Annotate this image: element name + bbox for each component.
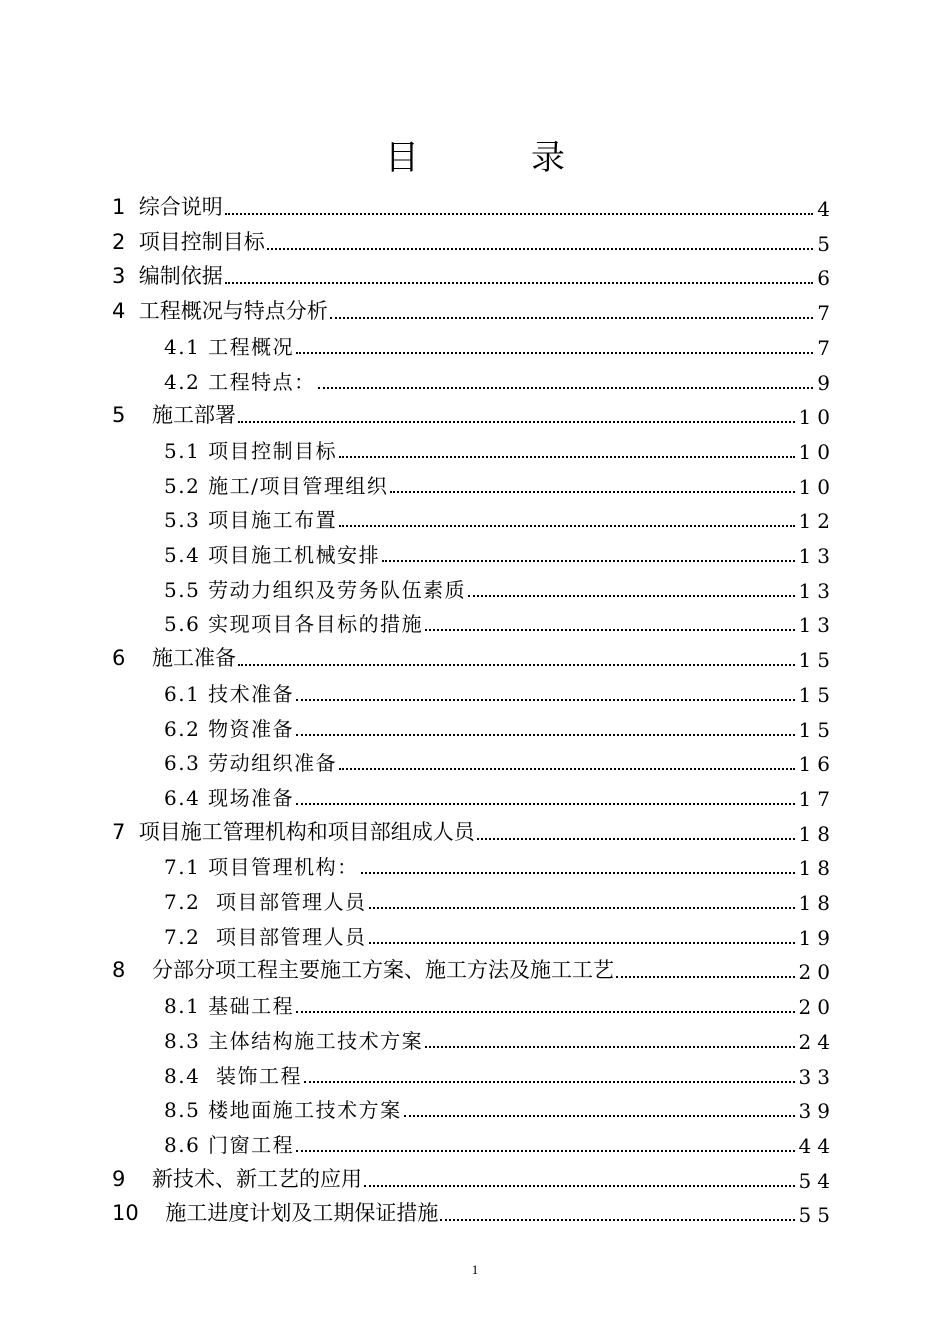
dot-leader (404, 1113, 795, 1117)
dot-leader (382, 558, 794, 562)
toc-entry-label: 5.2 施工/项目管理组织 (164, 473, 389, 498)
dot-leader (330, 315, 814, 319)
toc-entry-label: 1 综合说明 (112, 195, 223, 219)
toc-entry-label: 5.6 实现项目各目标的措施 (164, 612, 424, 637)
dot-leader (304, 1079, 795, 1083)
toc-entry[interactable] (164, 776, 836, 811)
dot-leader (339, 454, 794, 458)
toc-entry-label: 5.4 项目施工机械安排 (164, 543, 381, 567)
dot-leader (318, 385, 814, 389)
toc-entry-page: 20 (798, 995, 836, 1020)
dot-leader (390, 489, 794, 493)
toc-entry[interactable] (112, 221, 836, 256)
toc-entry-label: 6 施工准备 (112, 646, 237, 671)
toc-entry-label: 10 施工进度计划及工期保证措施 (112, 1201, 439, 1226)
dot-leader (296, 801, 794, 805)
dot-leader (477, 836, 795, 840)
toc-entry[interactable] (164, 1123, 836, 1158)
dot-leader (296, 697, 794, 701)
toc-entry-label: 9 新技术、新工艺的应用 (112, 1166, 363, 1191)
toc-entry[interactable] (164, 984, 836, 1020)
toc-entry[interactable] (112, 186, 836, 221)
toc-entry-page: 44 (798, 1133, 836, 1158)
toc-entry-label: 5.5 劳动力组织及劳务队伍素质 (164, 577, 467, 602)
toc-entry-label: 7 项目施工管理机构和项目部组成人员 (112, 819, 475, 844)
toc-entry-page: 15 (798, 648, 836, 673)
toc-entry[interactable] (164, 464, 836, 499)
toc-entry-page: 13 (798, 578, 836, 603)
dot-leader (296, 1009, 794, 1013)
toc-entry-page: 10 (798, 405, 836, 430)
toc-entry-label: 5.3 项目施工布置 (164, 508, 338, 533)
toc-entry-label: 2 项目控制目标 (112, 229, 265, 254)
toc-entry-label: 4 工程概况与特点分析 (112, 299, 328, 324)
toc-entry[interactable] (112, 290, 836, 326)
toc-entry-page: 18 (798, 891, 836, 915)
toc-title-char-2: 录 (531, 138, 565, 178)
dot-leader (296, 1148, 794, 1152)
toc-entry[interactable] (112, 1158, 836, 1193)
toc-entry-page: 15 (798, 717, 836, 742)
toc-entry-label: 7.2 项目部管理人员 (164, 890, 367, 914)
dot-leader (339, 766, 794, 770)
toc-entry-label: 4.2 工程特点： (164, 369, 316, 394)
toc-entry[interactable] (112, 255, 836, 291)
toc-entry[interactable] (164, 1054, 836, 1089)
toc-entry-label: 6.1 技术准备 (164, 681, 295, 706)
toc-entry[interactable] (164, 1019, 836, 1054)
toc-entry[interactable] (112, 637, 836, 673)
toc-entry[interactable] (112, 949, 836, 985)
toc-entry-label: 6.3 劳动组织准备 (164, 751, 338, 776)
dot-leader (440, 1217, 794, 1221)
dot-leader (225, 280, 814, 284)
toc-entry-label: 8.3 主体结构施工技术方案 (164, 1028, 424, 1053)
toc-entry-page: 16 (798, 752, 836, 777)
toc-entry-page: 5 (817, 231, 836, 256)
dot-leader (468, 593, 794, 597)
toc-entry-label: 6.4 现场准备 (164, 785, 295, 810)
toc-entry-label: 5.1 项目控制目标 (164, 438, 338, 463)
toc-entry-page: 12 (798, 509, 836, 534)
toc-entry-page: 13 (798, 613, 836, 638)
toc-entry[interactable] (112, 811, 836, 846)
page-number: 1 (471, 1262, 479, 1277)
dot-leader (425, 1044, 794, 1048)
toc-entry-page: 20 (798, 960, 836, 985)
toc-entry[interactable] (164, 360, 836, 395)
toc-entry-page: 10 (798, 439, 836, 464)
toc-entry-page: 7 (817, 335, 836, 360)
toc-entry-page: 19 (798, 925, 836, 950)
dot-leader (238, 662, 794, 666)
toc-entry[interactable] (164, 845, 836, 881)
toc-entry-page: 15 (798, 682, 836, 707)
toc-entry-page: 7 (817, 301, 836, 326)
toc-entry[interactable] (164, 602, 836, 638)
dot-leader (296, 350, 813, 354)
toc-entry[interactable] (164, 741, 836, 777)
dot-leader (296, 732, 794, 736)
toc-entry[interactable] (164, 533, 836, 568)
dot-leader (225, 211, 814, 215)
toc-entry-page: 33 (798, 1064, 836, 1089)
toc-entry-label: 5 施工部署 (112, 403, 237, 428)
dot-leader (361, 870, 795, 874)
dot-leader (339, 523, 794, 527)
toc-entry-page: 18 (798, 856, 836, 881)
toc-entry-label: 8.1 基础工程 (164, 994, 295, 1019)
toc-entry[interactable] (164, 1088, 836, 1124)
toc-title-char-1: 目 (385, 138, 419, 178)
toc-entry[interactable] (164, 498, 836, 534)
toc-entry-label: 8.5 楼地面施工技术方案 (164, 1098, 402, 1123)
toc-entry-label: 8.4 装饰工程 (164, 1063, 303, 1088)
toc-entry[interactable] (164, 672, 836, 707)
toc-entry[interactable] (164, 707, 836, 742)
dot-leader (369, 905, 795, 909)
toc-entry-label: 6.2 物资准备 (164, 716, 295, 741)
toc-entry[interactable] (164, 880, 836, 915)
toc-entry-page: 4 (817, 197, 836, 221)
toc-entry[interactable] (112, 1192, 836, 1228)
toc-entry-page: 9 (817, 370, 836, 395)
dot-leader (364, 1183, 794, 1187)
dot-leader (425, 627, 794, 631)
toc-entry-label: 8 分部分项工程主要施工方案、施工方法及施工工艺 (112, 958, 615, 983)
dot-leader (267, 246, 814, 250)
toc-entry-label: 4.1 工程概况 (164, 334, 295, 359)
toc-entry-label: 7.1 项目管理机构： (164, 855, 359, 880)
toc-entry-page: 54 (798, 1168, 836, 1193)
toc-entry[interactable] (164, 915, 836, 950)
toc-entry-page: 13 (798, 544, 836, 568)
dot-leader (238, 419, 794, 423)
toc-entry[interactable] (164, 325, 836, 360)
toc-entry[interactable] (164, 568, 836, 603)
toc-entry[interactable] (164, 429, 836, 464)
dot-leader (369, 940, 795, 944)
toc-entry-page: 6 (817, 266, 836, 291)
toc-entry-page: 24 (798, 1029, 836, 1054)
toc-entry-page: 17 (798, 786, 836, 811)
toc-title (0, 130, 950, 179)
toc-entry-label: 7.2 项目部管理人员 (164, 924, 367, 949)
toc-entry-page: 18 (798, 821, 836, 846)
toc-entry-label: 8.6 门窗工程 (164, 1132, 295, 1157)
toc-entry-label: 3 编制依据 (112, 264, 223, 289)
toc-entry-page: 39 (798, 1099, 836, 1124)
dot-leader (616, 974, 794, 978)
toc-entry[interactable] (112, 394, 836, 430)
toc-entry-page: 10 (798, 474, 836, 499)
toc-entry-page: 55 (798, 1203, 836, 1228)
